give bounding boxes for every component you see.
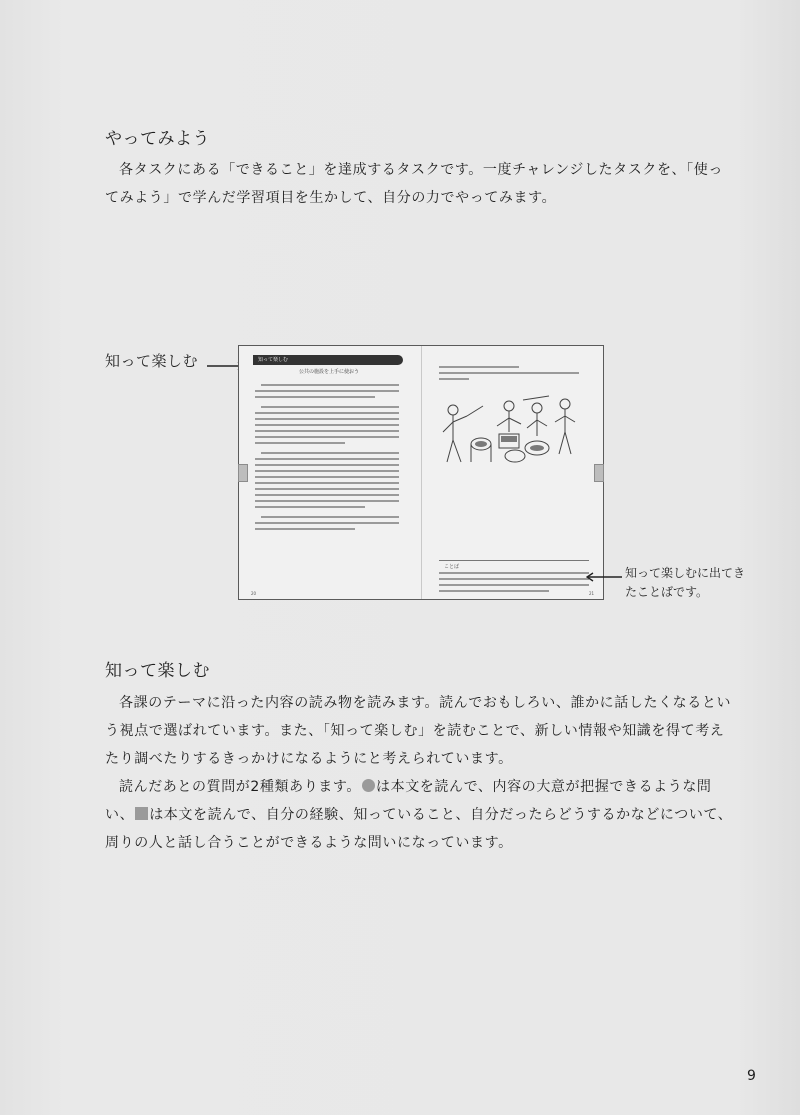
text-line [255,418,399,420]
text-line [261,516,399,518]
vocab-row [439,578,589,580]
text-line [439,372,579,374]
text-line [255,458,399,460]
page-number-right: 21 [589,591,595,596]
text-line [255,476,399,478]
text-line [255,390,399,392]
page-number: 9 [747,1068,756,1084]
text-line [255,482,399,484]
text-line [255,464,399,466]
vocab-row [439,584,589,586]
section-heading-yattemiyou: やってみよう [105,129,210,149]
text-line [439,378,469,380]
section-heading-shitte-tanoshimu: 知って楽しむ [105,661,210,681]
text-line [261,406,399,408]
text-line [255,494,399,496]
text-line [255,424,399,426]
callout-vocab-note: 知って楽しむに出てきたことばです。 [625,566,746,599]
text-line [255,528,355,530]
vocab-label: ことば [444,564,460,570]
arrow-left-icon [586,572,622,582]
text-line [439,366,519,368]
text-line [255,442,345,444]
text-line [255,488,399,490]
vocab-row [439,572,589,574]
text-line [255,500,399,502]
section-paragraph-2 [105,773,735,857]
textbook-spread-figure [238,345,604,600]
circle-mark-icon [362,779,375,792]
vocab-rule [439,560,589,561]
section-label-text: 知って楽しむ [258,357,289,363]
section-paragraph-yattemiyou: 各タスクにある「できること」を達成するタスクです。一度チャレンジしたタスクを、「使ってみよう」で学んだ学習項目を生かして、自分の力でやってみます。 [105,162,723,206]
text-line [255,396,375,398]
drum-performance-illustration [439,392,579,472]
paragraph-text: は本文を読んで、内容の大意が把握できるような問い、 [105,779,712,823]
text-line [255,506,365,508]
text-line [255,436,399,438]
callout-shitte-tanoshimu: 知って楽しむ [105,352,199,370]
text-line [255,412,399,414]
text-line [255,430,399,432]
text-line [255,470,399,472]
page-tab-left [238,464,248,482]
page-number-left: 20 [251,591,257,596]
spread-spine [421,346,422,599]
text-line [261,384,399,386]
square-mark-icon [135,807,148,820]
paragraph-text: 読んだあとの質問が2種類あります。 [119,779,361,795]
text-line [255,522,399,524]
vocab-row [439,590,549,592]
paragraph-text: は本文を読んで、自分の経験、知っていること、自分だったらどうするかなどについて、周りの人と話し合うことができるような問いになっています。 [105,807,733,851]
reading-title: 公共の施設を上手に使おう [298,369,359,375]
section-paragraph-1: 各課のテーマに沿った内容の読み物を読みます。読んでおもしろい、誰かに話したくなるという視点で選ばれています。また、「知って楽しむ」を読むことで、新しい情報や知識を得て考えたり調べたりするきっかけになるようにと考えられています。 [105,695,732,767]
page-tab-right [594,464,604,482]
text-line [261,452,399,454]
